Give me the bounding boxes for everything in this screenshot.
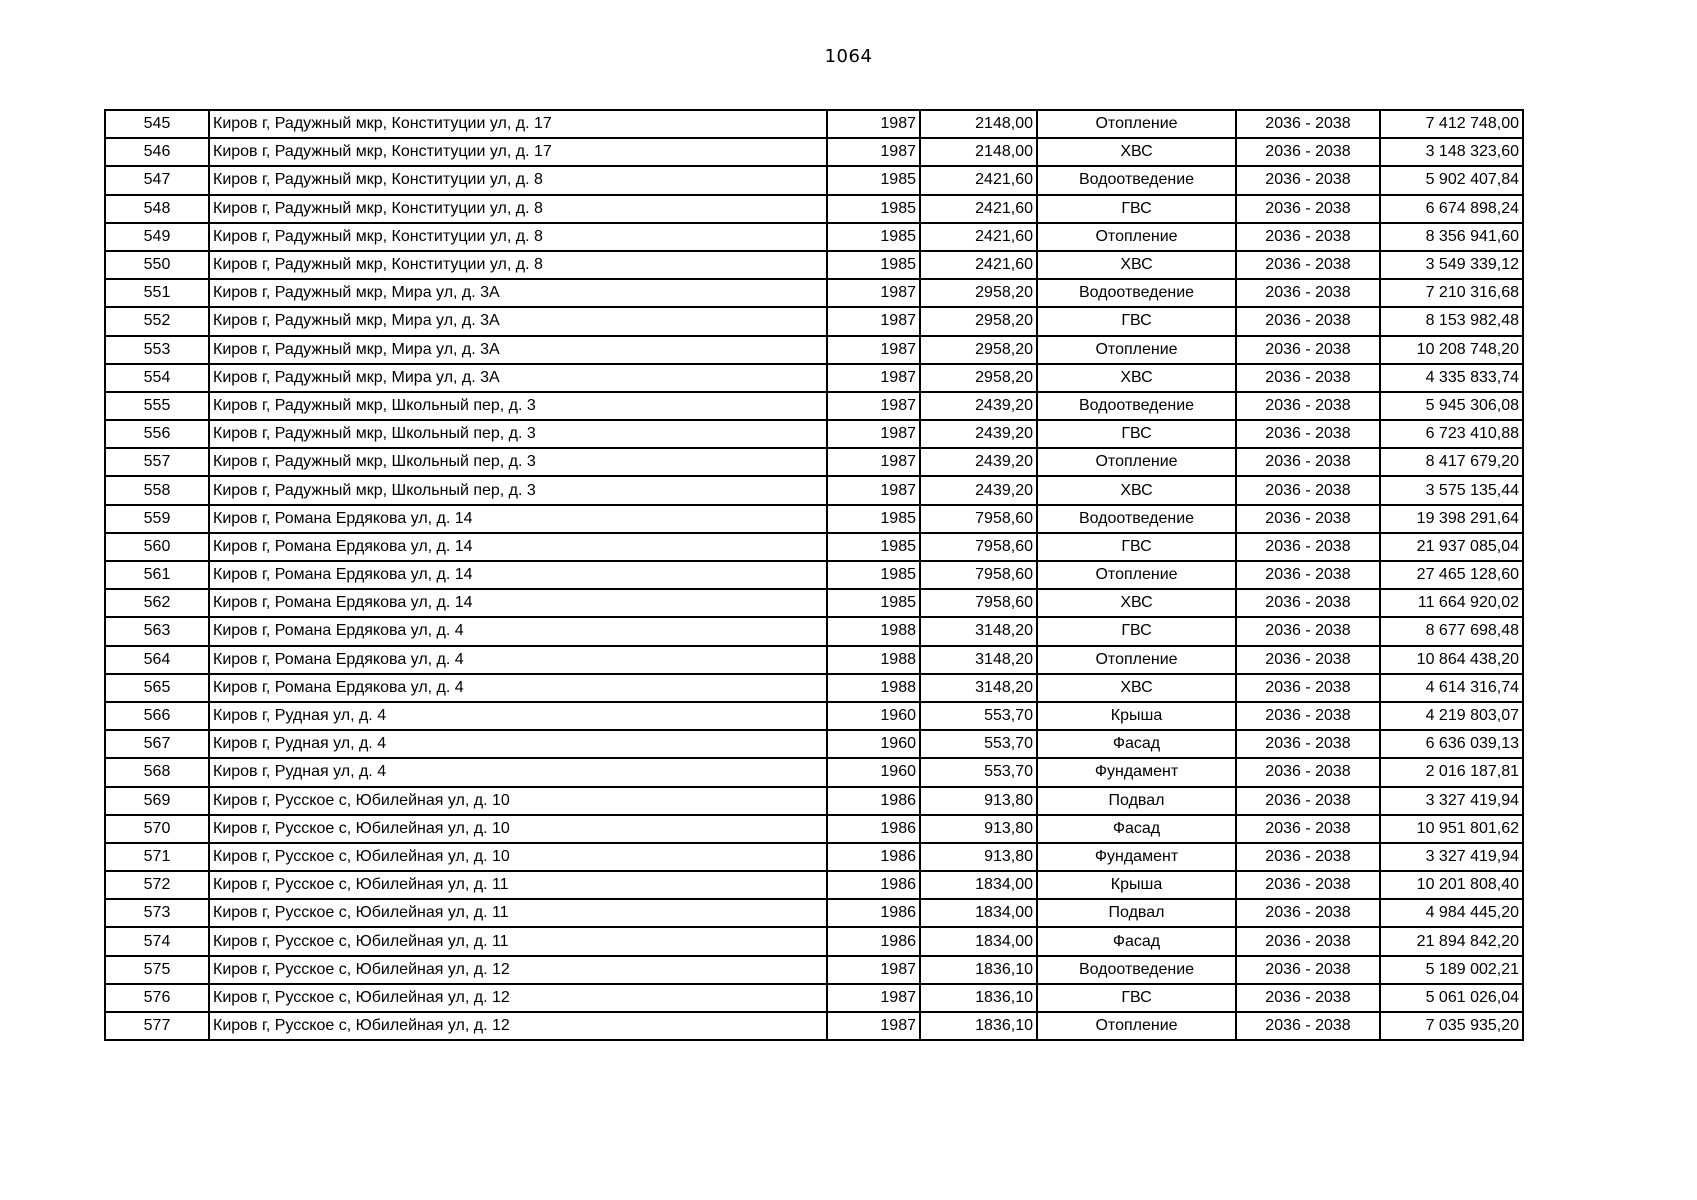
table-row: [105, 815, 1523, 843]
area-cell: 1834,00: [920, 871, 1037, 899]
build-year-cell: 1985: [827, 533, 920, 561]
table-row: [105, 1012, 1523, 1040]
cost-cell: 21 894 842,20: [1380, 927, 1523, 955]
work-type-cell: Крыша: [1037, 871, 1236, 899]
work-type-cell: Водоотведение: [1037, 166, 1236, 194]
row-number-cell: 560: [105, 533, 209, 561]
area-cell: 1836,10: [920, 984, 1037, 1012]
area-cell: 2439,20: [920, 448, 1037, 476]
cost-cell: 3 575 135,44: [1380, 476, 1523, 504]
area-cell: 2148,00: [920, 110, 1037, 138]
cost-cell: 21 937 085,04: [1380, 533, 1523, 561]
work-type-cell: Отопление: [1037, 561, 1236, 589]
area-cell: 2958,20: [920, 279, 1037, 307]
period-cell: 2036 - 2038: [1236, 730, 1380, 758]
address-cell: Киров г, Романа Ердякова ул, д. 14: [209, 505, 827, 533]
address-cell: Киров г, Рудная ул, д. 4: [209, 730, 827, 758]
period-cell: 2036 - 2038: [1236, 815, 1380, 843]
period-cell: 2036 - 2038: [1236, 166, 1380, 194]
area-cell: 2148,00: [920, 138, 1037, 166]
period-cell: 2036 - 2038: [1236, 646, 1380, 674]
address-cell: Киров г, Радужный мкр, Мира ул, д. 3А: [209, 279, 827, 307]
address-cell: Киров г, Романа Ердякова ул, д. 14: [209, 589, 827, 617]
build-year-cell: 1987: [827, 110, 920, 138]
address-cell: Киров г, Романа Ердякова ул, д. 4: [209, 617, 827, 645]
row-number-cell: 574: [105, 927, 209, 955]
period-cell: 2036 - 2038: [1236, 589, 1380, 617]
address-cell: Киров г, Радужный мкр, Школьный пер, д. 3: [209, 420, 827, 448]
work-type-cell: Подвал: [1037, 899, 1236, 927]
cost-cell: 3 549 339,12: [1380, 251, 1523, 279]
address-cell: Киров г, Радужный мкр, Конституции ул, д. 8: [209, 166, 827, 194]
period-cell: 2036 - 2038: [1236, 899, 1380, 927]
period-cell: 2036 - 2038: [1236, 1012, 1380, 1040]
period-cell: 2036 - 2038: [1236, 279, 1380, 307]
table-row: [105, 533, 1523, 561]
address-cell: Киров г, Рудная ул, д. 4: [209, 758, 827, 786]
address-cell: Киров г, Русское с, Юбилейная ул, д. 11: [209, 871, 827, 899]
area-cell: 7958,60: [920, 533, 1037, 561]
work-type-cell: Фасад: [1037, 927, 1236, 955]
address-cell: Киров г, Русское с, Юбилейная ул, д. 12: [209, 1012, 827, 1040]
row-number-cell: 556: [105, 420, 209, 448]
table-row: [105, 927, 1523, 955]
address-cell: Киров г, Романа Ердякова ул, д. 4: [209, 646, 827, 674]
cost-cell: 6 723 410,88: [1380, 420, 1523, 448]
table-row: [105, 476, 1523, 504]
build-year-cell: 1987: [827, 448, 920, 476]
address-cell: Киров г, Русское с, Юбилейная ул, д. 12: [209, 984, 827, 1012]
cost-cell: 6 636 039,13: [1380, 730, 1523, 758]
period-cell: 2036 - 2038: [1236, 307, 1380, 335]
table-row: [105, 674, 1523, 702]
cost-cell: 19 398 291,64: [1380, 505, 1523, 533]
cost-cell: 4 984 445,20: [1380, 899, 1523, 927]
build-year-cell: 1986: [827, 843, 920, 871]
address-cell: Киров г, Радужный мкр, Мира ул, д. 3А: [209, 307, 827, 335]
cost-cell: 7 210 316,68: [1380, 279, 1523, 307]
row-number-cell: 566: [105, 702, 209, 730]
row-number-cell: 576: [105, 984, 209, 1012]
row-number-cell: 558: [105, 476, 209, 504]
address-cell: Киров г, Русское с, Юбилейная ул, д. 12: [209, 956, 827, 984]
row-number-cell: 549: [105, 223, 209, 251]
area-cell: 3148,20: [920, 646, 1037, 674]
row-number-cell: 571: [105, 843, 209, 871]
build-year-cell: 1987: [827, 420, 920, 448]
cost-cell: 5 061 026,04: [1380, 984, 1523, 1012]
area-cell: 2439,20: [920, 420, 1037, 448]
work-type-cell: ХВС: [1037, 251, 1236, 279]
table-row: [105, 871, 1523, 899]
build-year-cell: 1987: [827, 984, 920, 1012]
cost-cell: 10 951 801,62: [1380, 815, 1523, 843]
area-cell: 913,80: [920, 787, 1037, 815]
table-row: [105, 251, 1523, 279]
area-cell: 1834,00: [920, 927, 1037, 955]
area-cell: 3148,20: [920, 617, 1037, 645]
cost-cell: 5 902 407,84: [1380, 166, 1523, 194]
area-cell: 913,80: [920, 843, 1037, 871]
cost-cell: 3 327 419,94: [1380, 787, 1523, 815]
table-row: [105, 505, 1523, 533]
row-number-cell: 565: [105, 674, 209, 702]
cost-cell: 5 189 002,21: [1380, 956, 1523, 984]
row-number-cell: 561: [105, 561, 209, 589]
cost-cell: 3 327 419,94: [1380, 843, 1523, 871]
table-row: [105, 617, 1523, 645]
period-cell: 2036 - 2038: [1236, 392, 1380, 420]
area-cell: 2421,60: [920, 251, 1037, 279]
table-row: [105, 984, 1523, 1012]
address-cell: Киров г, Радужный мкр, Конституции ул, д. 8: [209, 251, 827, 279]
cost-cell: 4 335 833,74: [1380, 364, 1523, 392]
build-year-cell: 1985: [827, 223, 920, 251]
period-cell: 2036 - 2038: [1236, 420, 1380, 448]
area-cell: 2958,20: [920, 336, 1037, 364]
table-row: [105, 843, 1523, 871]
build-year-cell: 1960: [827, 730, 920, 758]
address-cell: Киров г, Русское с, Юбилейная ул, д. 10: [209, 787, 827, 815]
period-cell: 2036 - 2038: [1236, 533, 1380, 561]
table-row: [105, 448, 1523, 476]
address-cell: Киров г, Романа Ердякова ул, д. 4: [209, 674, 827, 702]
table-row: [105, 138, 1523, 166]
period-cell: 2036 - 2038: [1236, 674, 1380, 702]
row-number-cell: 567: [105, 730, 209, 758]
row-number-cell: 563: [105, 617, 209, 645]
area-cell: 2421,60: [920, 195, 1037, 223]
work-type-cell: ХВС: [1037, 138, 1236, 166]
area-cell: 7958,60: [920, 561, 1037, 589]
table-row: [105, 702, 1523, 730]
build-year-cell: 1987: [827, 336, 920, 364]
area-cell: 2958,20: [920, 307, 1037, 335]
cost-cell: 10 201 808,40: [1380, 871, 1523, 899]
work-type-cell: Подвал: [1037, 787, 1236, 815]
table-row: [105, 956, 1523, 984]
address-cell: Киров г, Русское с, Юбилейная ул, д. 11: [209, 899, 827, 927]
area-cell: 553,70: [920, 702, 1037, 730]
table-row: [105, 279, 1523, 307]
row-number-cell: 555: [105, 392, 209, 420]
cost-cell: 8 677 698,48: [1380, 617, 1523, 645]
area-cell: 553,70: [920, 758, 1037, 786]
address-cell: Киров г, Рудная ул, д. 4: [209, 702, 827, 730]
row-number-cell: 545: [105, 110, 209, 138]
address-cell: Киров г, Радужный мкр, Мира ул, д. 3А: [209, 336, 827, 364]
period-cell: 2036 - 2038: [1236, 336, 1380, 364]
row-number-cell: 570: [105, 815, 209, 843]
cost-cell: 7 412 748,00: [1380, 110, 1523, 138]
build-year-cell: 1960: [827, 758, 920, 786]
address-cell: Киров г, Романа Ердякова ул, д. 14: [209, 533, 827, 561]
work-type-cell: ХВС: [1037, 476, 1236, 504]
period-cell: 2036 - 2038: [1236, 364, 1380, 392]
cost-cell: 10 208 748,20: [1380, 336, 1523, 364]
work-type-cell: Отопление: [1037, 223, 1236, 251]
row-number-cell: 553: [105, 336, 209, 364]
row-number-cell: 559: [105, 505, 209, 533]
row-number-cell: 546: [105, 138, 209, 166]
build-year-cell: 1987: [827, 307, 920, 335]
build-year-cell: 1985: [827, 561, 920, 589]
period-cell: 2036 - 2038: [1236, 138, 1380, 166]
work-type-cell: ГВС: [1037, 984, 1236, 1012]
address-cell: Киров г, Радужный мкр, Школьный пер, д. 3: [209, 476, 827, 504]
table-row: [105, 420, 1523, 448]
cost-cell: 8 153 982,48: [1380, 307, 1523, 335]
table-row: [105, 730, 1523, 758]
build-year-cell: 1985: [827, 505, 920, 533]
cost-cell: 6 674 898,24: [1380, 195, 1523, 223]
address-cell: Киров г, Романа Ердякова ул, д. 14: [209, 561, 827, 589]
cost-cell: 8 417 679,20: [1380, 448, 1523, 476]
area-cell: 2421,60: [920, 223, 1037, 251]
work-type-cell: Фасад: [1037, 815, 1236, 843]
register-table: [104, 109, 1524, 1041]
build-year-cell: 1988: [827, 646, 920, 674]
row-number-cell: 562: [105, 589, 209, 617]
row-number-cell: 577: [105, 1012, 209, 1040]
period-cell: 2036 - 2038: [1236, 195, 1380, 223]
build-year-cell: 1986: [827, 871, 920, 899]
row-number-cell: 551: [105, 279, 209, 307]
row-number-cell: 550: [105, 251, 209, 279]
build-year-cell: 1985: [827, 251, 920, 279]
build-year-cell: 1987: [827, 138, 920, 166]
period-cell: 2036 - 2038: [1236, 843, 1380, 871]
work-type-cell: Фундамент: [1037, 843, 1236, 871]
table-row: [105, 899, 1523, 927]
build-year-cell: 1986: [827, 899, 920, 927]
work-type-cell: ГВС: [1037, 307, 1236, 335]
register-table-body: [105, 110, 1523, 1040]
address-cell: Киров г, Радужный мкр, Конституции ул, д. 17: [209, 110, 827, 138]
cost-cell: 4 219 803,07: [1380, 702, 1523, 730]
row-number-cell: 548: [105, 195, 209, 223]
row-number-cell: 568: [105, 758, 209, 786]
cost-cell: 3 148 323,60: [1380, 138, 1523, 166]
build-year-cell: 1960: [827, 702, 920, 730]
area-cell: 2958,20: [920, 364, 1037, 392]
work-type-cell: Водоотведение: [1037, 279, 1236, 307]
work-type-cell: Отопление: [1037, 646, 1236, 674]
table-row: [105, 166, 1523, 194]
cost-cell: 2 016 187,81: [1380, 758, 1523, 786]
period-cell: 2036 - 2038: [1236, 223, 1380, 251]
work-type-cell: Отопление: [1037, 110, 1236, 138]
table-row: [105, 223, 1523, 251]
work-type-cell: Водоотведение: [1037, 505, 1236, 533]
work-type-cell: ХВС: [1037, 674, 1236, 702]
cost-cell: 7 035 935,20: [1380, 1012, 1523, 1040]
build-year-cell: 1985: [827, 589, 920, 617]
work-type-cell: Крыша: [1037, 702, 1236, 730]
row-number-cell: 572: [105, 871, 209, 899]
cost-cell: 4 614 316,74: [1380, 674, 1523, 702]
row-number-cell: 569: [105, 787, 209, 815]
period-cell: 2036 - 2038: [1236, 251, 1380, 279]
work-type-cell: Отопление: [1037, 448, 1236, 476]
row-number-cell: 554: [105, 364, 209, 392]
area-cell: 1836,10: [920, 956, 1037, 984]
address-cell: Киров г, Радужный мкр, Мира ул, д. 3А: [209, 364, 827, 392]
address-cell: Киров г, Русское с, Юбилейная ул, д. 10: [209, 815, 827, 843]
build-year-cell: 1985: [827, 195, 920, 223]
cost-cell: 27 465 128,60: [1380, 561, 1523, 589]
row-number-cell: 573: [105, 899, 209, 927]
address-cell: Киров г, Русское с, Юбилейная ул, д. 10: [209, 843, 827, 871]
work-type-cell: ХВС: [1037, 364, 1236, 392]
row-number-cell: 564: [105, 646, 209, 674]
period-cell: 2036 - 2038: [1236, 505, 1380, 533]
area-cell: 2439,20: [920, 392, 1037, 420]
cost-cell: 8 356 941,60: [1380, 223, 1523, 251]
area-cell: 2421,60: [920, 166, 1037, 194]
row-number-cell: 552: [105, 307, 209, 335]
work-type-cell: Отопление: [1037, 336, 1236, 364]
area-cell: 7958,60: [920, 589, 1037, 617]
work-type-cell: ХВС: [1037, 589, 1236, 617]
area-cell: 1834,00: [920, 899, 1037, 927]
cost-cell: 11 664 920,02: [1380, 589, 1523, 617]
work-type-cell: ГВС: [1037, 420, 1236, 448]
period-cell: 2036 - 2038: [1236, 702, 1380, 730]
work-type-cell: ГВС: [1037, 617, 1236, 645]
row-number-cell: 547: [105, 166, 209, 194]
work-type-cell: Фасад: [1037, 730, 1236, 758]
build-year-cell: 1987: [827, 476, 920, 504]
period-cell: 2036 - 2038: [1236, 984, 1380, 1012]
area-cell: 1836,10: [920, 1012, 1037, 1040]
build-year-cell: 1987: [827, 392, 920, 420]
page-number: 1064: [824, 46, 873, 67]
work-type-cell: Отопление: [1037, 1012, 1236, 1040]
table-row: [105, 646, 1523, 674]
build-year-cell: 1987: [827, 1012, 920, 1040]
table-row: [105, 195, 1523, 223]
build-year-cell: 1986: [827, 787, 920, 815]
period-cell: 2036 - 2038: [1236, 561, 1380, 589]
period-cell: 2036 - 2038: [1236, 617, 1380, 645]
address-cell: Киров г, Радужный мкр, Конституции ул, д. 8: [209, 195, 827, 223]
build-year-cell: 1987: [827, 364, 920, 392]
period-cell: 2036 - 2038: [1236, 927, 1380, 955]
work-type-cell: Фундамент: [1037, 758, 1236, 786]
build-year-cell: 1987: [827, 956, 920, 984]
work-type-cell: ГВС: [1037, 533, 1236, 561]
row-number-cell: 575: [105, 956, 209, 984]
table-row: [105, 307, 1523, 335]
build-year-cell: 1986: [827, 815, 920, 843]
area-cell: 2439,20: [920, 476, 1037, 504]
table-row: [105, 589, 1523, 617]
area-cell: 3148,20: [920, 674, 1037, 702]
address-cell: Киров г, Радужный мкр, Школьный пер, д. 3: [209, 448, 827, 476]
period-cell: 2036 - 2038: [1236, 110, 1380, 138]
table-row: [105, 561, 1523, 589]
table-row: [105, 392, 1523, 420]
cost-cell: 5 945 306,08: [1380, 392, 1523, 420]
work-type-cell: ГВС: [1037, 195, 1236, 223]
cost-cell: 10 864 438,20: [1380, 646, 1523, 674]
table-row: [105, 758, 1523, 786]
period-cell: 2036 - 2038: [1236, 476, 1380, 504]
address-cell: Киров г, Радужный мкр, Школьный пер, д. 3: [209, 392, 827, 420]
address-cell: Киров г, Русское с, Юбилейная ул, д. 11: [209, 927, 827, 955]
area-cell: 7958,60: [920, 505, 1037, 533]
period-cell: 2036 - 2038: [1236, 787, 1380, 815]
table-row: [105, 336, 1523, 364]
build-year-cell: 1986: [827, 927, 920, 955]
period-cell: 2036 - 2038: [1236, 956, 1380, 984]
build-year-cell: 1988: [827, 617, 920, 645]
address-cell: Киров г, Радужный мкр, Конституции ул, д. 8: [209, 223, 827, 251]
period-cell: 2036 - 2038: [1236, 871, 1380, 899]
build-year-cell: 1987: [827, 279, 920, 307]
work-type-cell: Водоотведение: [1037, 392, 1236, 420]
table-row: [105, 364, 1523, 392]
table-row: [105, 787, 1523, 815]
build-year-cell: 1985: [827, 166, 920, 194]
area-cell: 553,70: [920, 730, 1037, 758]
build-year-cell: 1988: [827, 674, 920, 702]
table-row: [105, 110, 1523, 138]
area-cell: 913,80: [920, 815, 1037, 843]
period-cell: 2036 - 2038: [1236, 758, 1380, 786]
address-cell: Киров г, Радужный мкр, Конституции ул, д. 17: [209, 138, 827, 166]
row-number-cell: 557: [105, 448, 209, 476]
period-cell: 2036 - 2038: [1236, 448, 1380, 476]
work-type-cell: Водоотведение: [1037, 956, 1236, 984]
